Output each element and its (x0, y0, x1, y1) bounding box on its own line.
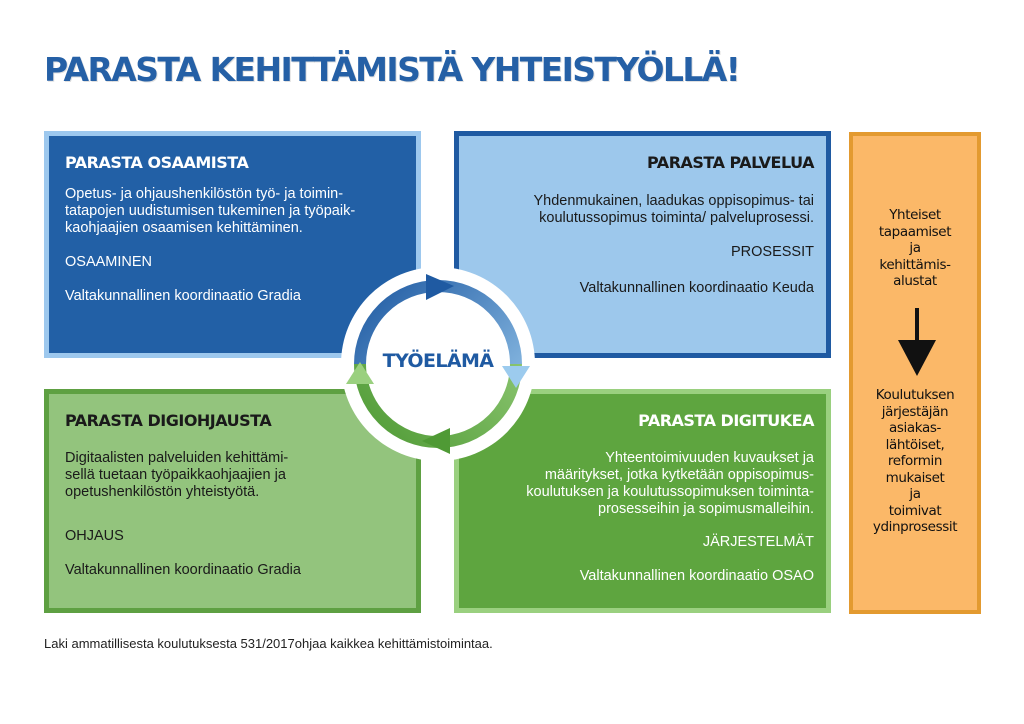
box-heading: PARASTA DIGIOHJAUSTA (65, 411, 272, 430)
box-heading: PARASTA PALVELUA (647, 153, 814, 172)
box-area: OSAAMINEN (65, 254, 153, 270)
footnote: Laki ammatillisesta koulutuksesta 531/2017ohjaa kaikkea kehittämistoimintaa. (44, 636, 493, 651)
box-description: Yhteentoimivuuden kuvaukset ja määritykset, jotka kytketään oppisopimus- koulutuksen ja koulutussopimuksen toiminta- prosesseihin ja sopimusmalleihin. (526, 450, 814, 517)
box-coordination: Valtakunnallinen koordinaatio Gradia (65, 288, 301, 304)
box-coordination: Valtakunnallinen koordinaatio OSAO (579, 568, 814, 584)
box-heading: PARASTA OSAAMISTA (65, 153, 249, 172)
box-heading: PARASTA DIGITUKEA (638, 411, 814, 430)
box-coordination: Valtakunnallinen koordinaatio Keuda (579, 280, 814, 296)
page-title: PARASTA KEHITTÄMISTÄ YHTEISTYÖLLÄ! (44, 50, 740, 89)
box-description: Yhdenmukainen, laadukas oppisopimus- tai koulutussopimus toiminta/ palveluprosessi. (533, 193, 814, 226)
box-description: Digitaalisten palveluiden kehittämi- sellä tuetaan työpaikkaohjaajien ja opetushenkilöstön yhteistyötä. (65, 450, 289, 500)
arrow-down-icon (897, 308, 937, 378)
box-coordination: Valtakunnallinen koordinaatio Gradia (65, 562, 301, 578)
box-area: OHJAUS (65, 528, 124, 544)
cycle-center-label: TYÖELÄMÄ (382, 350, 494, 372)
side-column (849, 132, 981, 614)
side-bottom-text: Koulutuksen järjestäjän asiakas- lähtöiset, reformin mukaiset ja toimivat ydinprosessit (872, 387, 958, 535)
box-area: JÄRJESTELMÄT (702, 534, 814, 550)
box-description: Opetus- ja ohjaushenkilöstön työ- ja toimin- tatapojen uudistumisen tukeminen ja työpaik- kaohjaajien osaamisen kehittäminen. (65, 186, 356, 236)
box-area: PROSESSIT (731, 244, 814, 260)
side-top-text: Yhteiset tapaamiset ja kehittämis- alustat (878, 207, 952, 289)
